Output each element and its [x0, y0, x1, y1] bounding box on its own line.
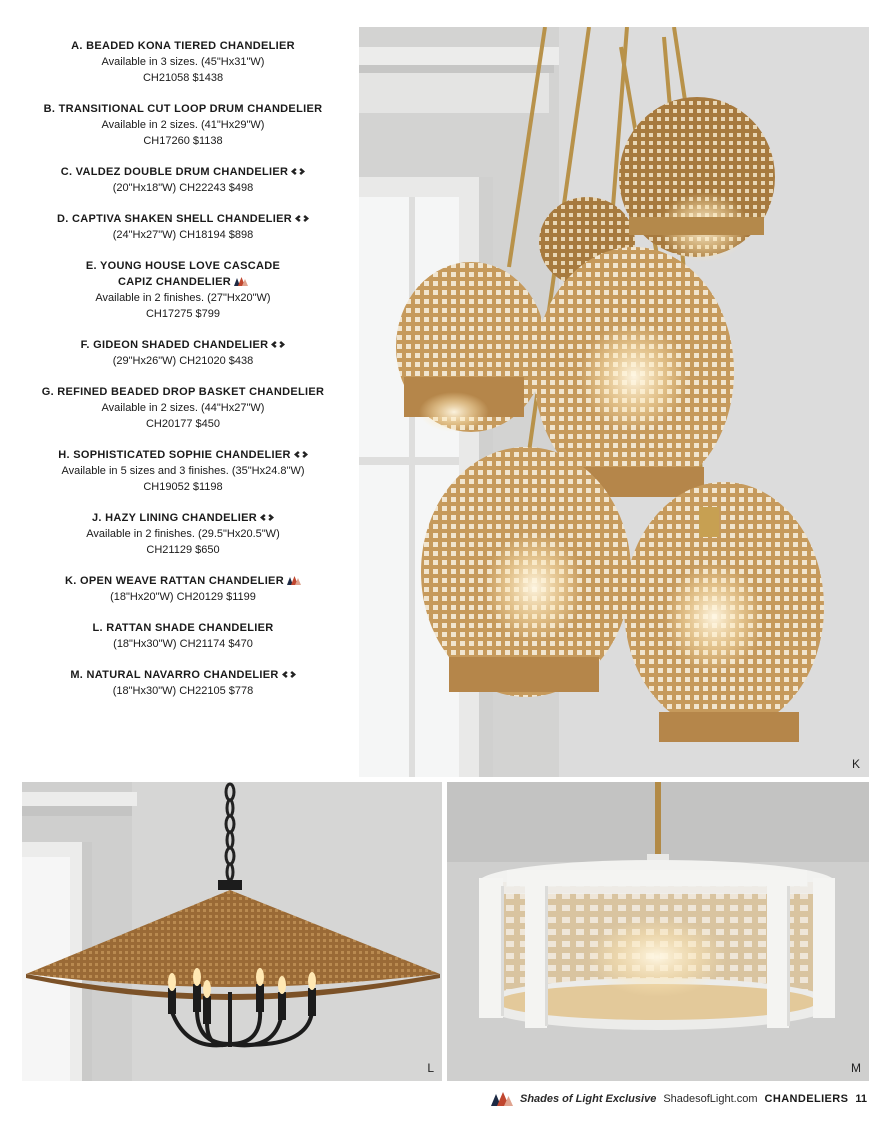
exclusive-logo-icon: [287, 576, 301, 585]
photo-label-l: L: [427, 1061, 434, 1075]
photo-m-navarro-drum: [447, 782, 869, 1081]
product-entry: [18, 337, 348, 369]
diamond-icon: [291, 167, 305, 176]
product-name: C. VALDEZ DOUBLE DRUM CHANDELIER: [60, 166, 289, 178]
page-footer: [491, 1091, 867, 1107]
product-entry: [18, 384, 348, 432]
product-entry: [18, 573, 348, 605]
navarro-drum-illustration: [447, 782, 869, 1081]
product-detail: Available in 5 sizes and 3 finishes. (35"Hx24.8"W): [61, 465, 305, 477]
website-link[interactable]: ShadesofLight.com: [663, 1093, 758, 1105]
photo-l-rattan-shade: [22, 782, 442, 1081]
product-sku-price: (18"Hx30"W) CH22105 $778: [112, 685, 254, 697]
product-name: J. HAZY LINING CHANDELIER: [92, 512, 257, 524]
diamond-icon: [295, 214, 309, 223]
product-name: F. GIDEON SHADED CHANDELIER: [80, 339, 269, 351]
exclusive-label: Shades of Light Exclusive: [520, 1093, 657, 1105]
product-sku-price: (20"Hx18"W) CH22243 $498: [112, 182, 254, 194]
product-name: B. TRANSITIONAL CUT LOOP DRUM CHANDELIER: [43, 103, 323, 115]
photo-k-rattan-cascade: [359, 27, 869, 777]
rattan-shade-illustration: [22, 782, 442, 1081]
product-sku-price: (29"Hx26"W) CH21020 $438: [112, 355, 254, 367]
product-list: [18, 38, 348, 714]
product-sku-price: CH21129 $650: [146, 544, 220, 556]
product-entry: [18, 258, 348, 322]
product-name: D. CAPTIVA SHAKEN SHELL CHANDELIER: [57, 213, 292, 225]
product-detail: Available in 3 sizes. (45"Hx31"W): [101, 56, 265, 68]
exclusive-logo-icon: [491, 1092, 513, 1106]
section-title: CHANDELIERS: [764, 1093, 849, 1105]
product-sku-price: (24"Hx27"W) CH18194 $898: [112, 229, 254, 241]
product-entry: [18, 620, 348, 652]
product-entry: [18, 667, 348, 699]
product-detail: Available in 2 finishes. (27"Hx20"W): [95, 292, 271, 304]
product-sku-price: CH19052 $1198: [143, 481, 223, 493]
product-entry: [18, 101, 348, 149]
product-sku-price: (18"Hx30"W) CH21174 $470: [113, 638, 253, 650]
diamond-icon: [282, 670, 296, 679]
product-entry: [18, 447, 348, 495]
product-sku-price: (18"Hx20"W) CH20129 $1199: [110, 591, 256, 603]
product-detail: Available in 2 sizes. (44"Hx27"W): [101, 402, 265, 414]
product-name: L. RATTAN SHADE CHANDELIER: [92, 622, 274, 634]
product-name: G. REFINED BEADED DROP BASKET CHANDELIER: [41, 386, 325, 398]
product-name: K. OPEN WEAVE RATTAN CHANDELIER: [65, 575, 284, 587]
product-entry: [18, 38, 348, 86]
product-name-continued: CAPIZ CHANDELIER: [118, 276, 231, 288]
page-number: 11: [855, 1093, 867, 1105]
product-sku-price: CH21058 $1438: [142, 72, 224, 84]
product-entry: [18, 164, 348, 196]
diamond-icon: [271, 340, 285, 349]
product-sku-price: CH20177 $450: [145, 418, 220, 430]
diamond-icon: [260, 513, 274, 522]
rattan-cascade-illustration: [359, 27, 869, 777]
product-name: A. BEADED KONA TIERED CHANDELIER: [71, 40, 295, 52]
product-entry: [18, 510, 348, 558]
product-name: M. NATURAL NAVARRO CHANDELIER: [70, 669, 279, 681]
product-entry: [18, 211, 348, 243]
product-name: H. SOPHISTICATED SOPHIE CHANDELIER: [58, 449, 291, 461]
product-detail: Available in 2 sizes. (41"Hx29"W): [101, 119, 265, 131]
product-detail: Available in 2 finishes. (29.5"Hx20.5"W): [86, 528, 280, 540]
diamond-icon: [294, 450, 308, 459]
exclusive-logo-icon: [234, 277, 248, 286]
product-sku-price: CH17275 $799: [145, 308, 220, 320]
photo-label-k: K: [851, 757, 860, 771]
photo-label-m: M: [851, 1061, 861, 1075]
product-sku-price: CH17260 $1138: [143, 135, 223, 147]
product-name: E. YOUNG HOUSE LOVE CASCADE: [85, 260, 281, 272]
